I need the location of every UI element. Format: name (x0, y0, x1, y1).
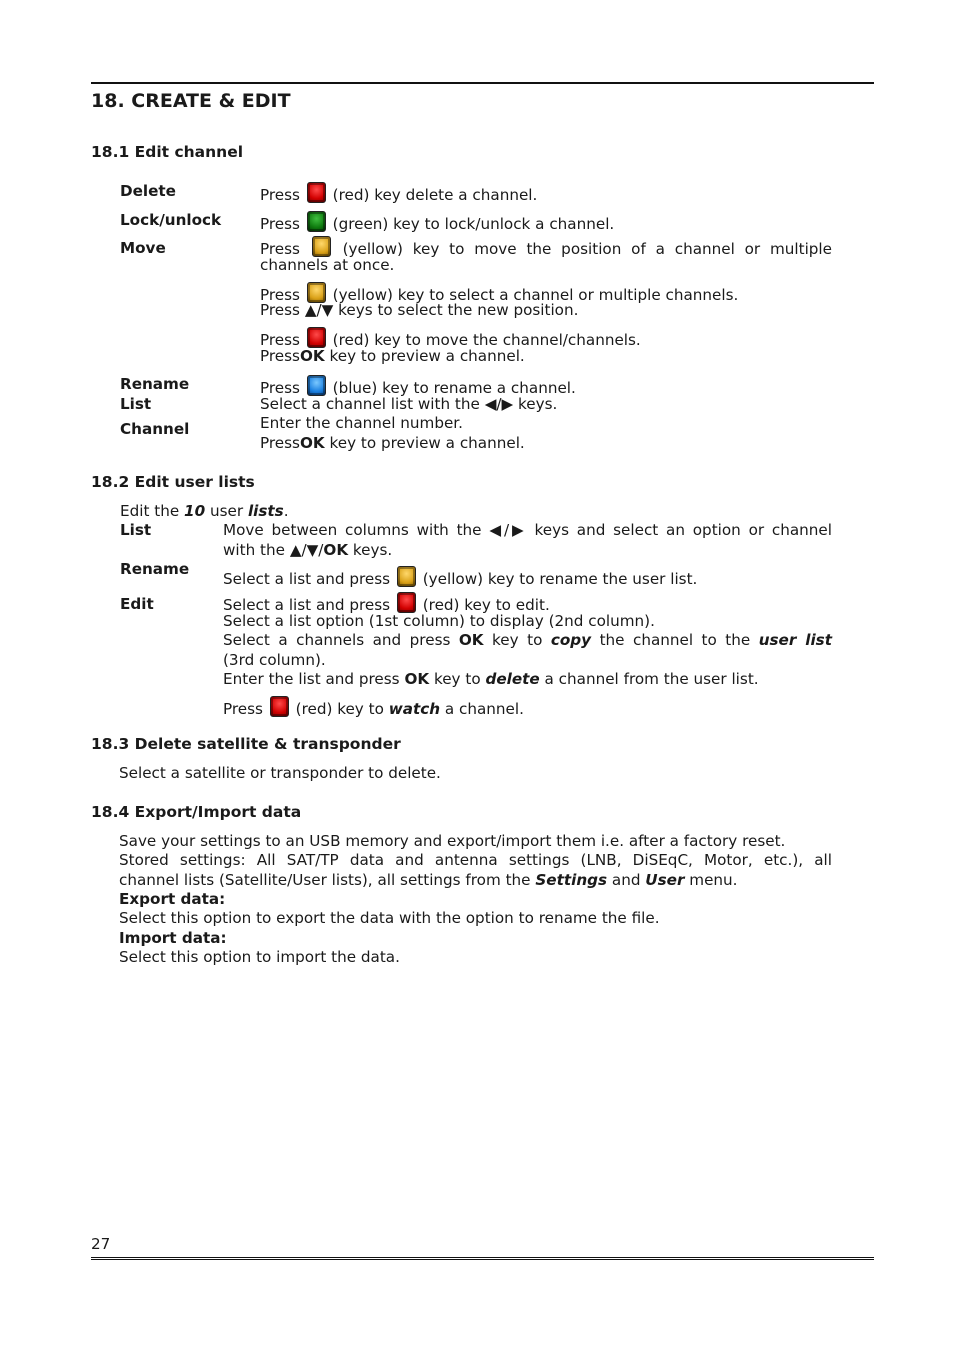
desc-list-line2 (223, 541, 392, 559)
section-title: 18. CREATE & EDIT (91, 90, 291, 112)
ok-key-text: OK (323, 541, 349, 559)
text: key to preview a channel. (329, 347, 525, 365)
text: Press (260, 434, 300, 452)
text: Press (260, 347, 300, 365)
text: keys to select the new position. (338, 301, 579, 319)
text: watch (388, 700, 441, 718)
desc-edit-line1 (223, 592, 550, 614)
text: the channel to the (599, 631, 751, 649)
desc-list-line1 (223, 521, 832, 539)
desc-rename (260, 375, 576, 397)
desc-rename (223, 566, 697, 588)
bottom-rule (91, 1257, 874, 1260)
subsection-title-edit-user-lists: 18.2 Edit user lists (91, 473, 255, 491)
desc-delete (260, 182, 537, 204)
import-data-text: Select this option to import the data. (119, 948, 400, 966)
text: Select a list and press (223, 596, 391, 614)
desc-edit-line2: Select a list option (1st column) to display (2nd column). (223, 612, 655, 630)
text: Press (260, 286, 300, 304)
text: (red) key delete a channel. (332, 186, 538, 204)
desc-edit-line6 (223, 696, 524, 718)
text: channel lists (Satellite/User lists), all settings from the (119, 871, 531, 889)
label-rename: Rename (120, 560, 190, 578)
yellow-key-icon (397, 566, 416, 587)
delete-satellite-text: Select a satellite or transponder to delete. (119, 764, 441, 782)
text: Move between columns with the (223, 521, 482, 539)
page-number: 27 (91, 1235, 111, 1253)
text: key to (433, 670, 481, 688)
ok-key-text: OK (299, 347, 325, 365)
text: a channel from the user list. (544, 670, 759, 688)
text: and (611, 871, 641, 889)
subsection-title-delete-satellite: 18.3 Delete satellite & transponder (91, 735, 401, 753)
export-import-line1: Save your settings to an USB memory and export/import them i.e. after a factory reset. (119, 832, 786, 850)
text: Press (260, 301, 300, 319)
desc-lock-unlock (260, 211, 614, 233)
text: (blue) key to rename a channel. (332, 379, 576, 397)
import-data-label: Import data: (119, 929, 227, 947)
desc-move-line1 (260, 236, 832, 258)
text: (red) key to (295, 700, 384, 718)
ok-key-text: OK (458, 631, 484, 649)
yellow-key-icon (312, 236, 331, 257)
text: Press (260, 186, 300, 204)
red-key-icon (307, 327, 326, 348)
text: with the (223, 541, 285, 559)
user-lists-intro (120, 502, 289, 520)
text: Enter the list and press (223, 670, 400, 688)
desc-move-line4 (260, 301, 578, 319)
text: Press (260, 240, 300, 258)
text: key to preview a channel. (329, 434, 525, 452)
ok-key-text: OK (299, 434, 325, 452)
text: a channel. (444, 700, 524, 718)
desc-move-line6 (260, 347, 525, 365)
desc-move-line5 (260, 327, 641, 349)
label-channel: Channel (120, 420, 190, 438)
green-key-icon (307, 211, 326, 232)
export-import-line2: Stored settings: All SAT/TP data and antenna settings (LNB, DiSEqC, Motor, etc.), all (119, 851, 832, 869)
text: copy (550, 631, 592, 649)
export-data-label: Export data: (119, 890, 226, 908)
label-list: List (120, 395, 152, 413)
blue-key-icon (307, 375, 326, 396)
subsection-title-edit-channel: 18.1 Edit channel (91, 143, 244, 161)
text: Edit the (120, 502, 180, 520)
text: user list (758, 631, 832, 649)
red-key-icon (397, 592, 416, 613)
desc-list (260, 395, 557, 413)
label-rename: Rename (120, 375, 190, 393)
text: (red) key to edit. (422, 596, 550, 614)
text: (yellow) key to move the position of a channel or multiple (342, 240, 832, 258)
text: user (209, 502, 244, 520)
text: Settings (535, 871, 608, 889)
text: (yellow) key to rename the user list. (422, 570, 698, 588)
label-list: List (120, 521, 152, 539)
subsection-title-export-import: 18.4 Export/Import data (91, 803, 302, 821)
desc-edit-line5 (223, 670, 759, 688)
text: keys. (352, 541, 393, 559)
text: Press (260, 379, 300, 397)
text: . (283, 502, 289, 520)
text: keys. (518, 395, 558, 413)
label-delete: Delete (120, 182, 176, 200)
ok-key-text: OK (404, 670, 430, 688)
left-right-arrows: ◀/▶ (484, 395, 514, 413)
top-rule (91, 82, 874, 84)
text: keys and select an option or channel (534, 521, 832, 539)
desc-move-line2: channels at once. (260, 256, 395, 274)
text: Select a channel list with the (260, 395, 480, 413)
red-key-icon (270, 696, 289, 717)
text: Press (260, 331, 300, 349)
text: key to (492, 631, 543, 649)
up-down-arrows: ▲/▼/ (289, 541, 324, 559)
red-key-icon (307, 182, 326, 203)
export-import-line3 (119, 871, 738, 889)
text: Select a channels and press (223, 631, 451, 649)
text: User (645, 871, 685, 889)
export-data-text: Select this option to export the data with the option to rename the file. (119, 909, 660, 927)
label-lock-unlock: Lock/unlock (120, 211, 222, 229)
text: 10 (184, 502, 206, 520)
text: lists (247, 502, 284, 520)
text: menu. (689, 871, 738, 889)
text: Select a list and press (223, 570, 391, 588)
text: (yellow) key to select a channel or multiple channels. (332, 286, 739, 304)
desc-channel-line2 (260, 434, 525, 452)
text: (green) key to lock/unlock a channel. (332, 215, 615, 233)
desc-edit-line3 (223, 631, 832, 649)
label-move: Move (120, 239, 166, 257)
text: (red) key to move the channel/channels. (332, 331, 641, 349)
desc-channel-line1: Enter the channel number. (260, 414, 463, 432)
text: Press (223, 700, 263, 718)
text: delete (485, 670, 540, 688)
yellow-key-icon (307, 282, 326, 303)
desc-edit-line4: (3rd column). (223, 651, 326, 669)
label-edit: Edit (120, 595, 154, 613)
up-down-arrows: ▲/▼ (304, 301, 334, 319)
left-right-arrows: ◀/▶ (489, 521, 527, 539)
text: Press (260, 215, 300, 233)
